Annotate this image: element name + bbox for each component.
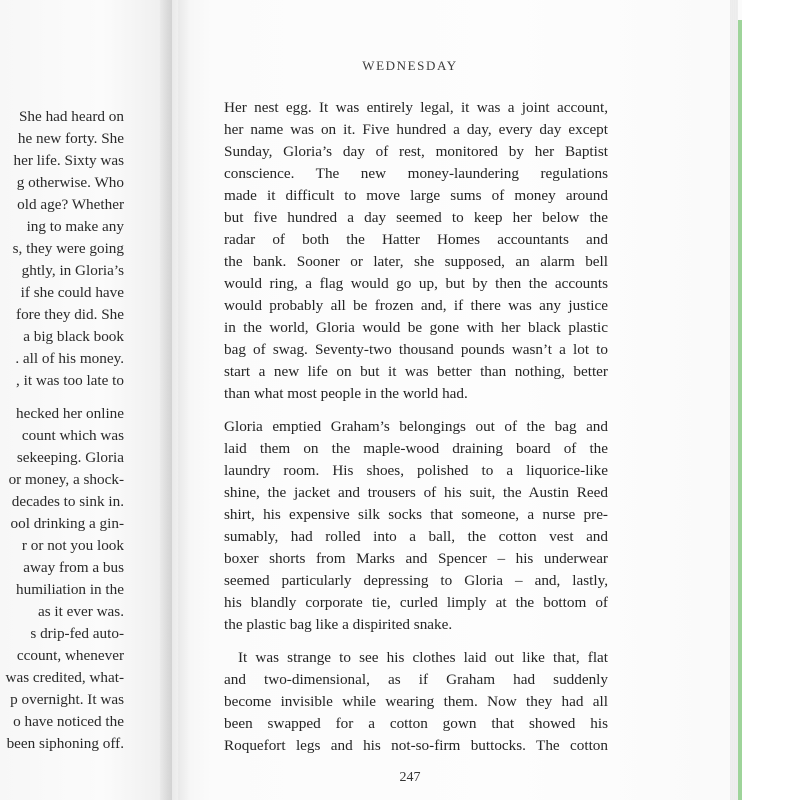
body-line: made it difficult to move large sums of money around: [224, 187, 608, 204]
left-page-line: . all of his money.: [15, 350, 124, 367]
body-line: start a new life on but it was better than nothing, better: [224, 363, 608, 380]
body-line: the bank. Sooner or later, she supposed, an alarm bell: [224, 253, 608, 270]
body-line: become invisible while wearing them. Now they had all: [224, 693, 608, 710]
left-page-line: She had heard on: [18, 108, 124, 125]
body-line: would ring, a flag would go up, but by then the accounts: [224, 275, 608, 292]
left-page-line: g otherwise. Who: [16, 174, 124, 191]
body-line: It was strange to see his clothes laid out like that, flat: [238, 649, 608, 666]
left-page-line: as it ever was.: [37, 603, 124, 620]
body-line: Sunday, Gloria’s day of rest, monitored by her Baptist: [224, 143, 608, 160]
body-line: sumably, had rolled into a ball, the cotton vest and: [224, 528, 608, 545]
body-line: his blandly corporate tie, curled limply at the bottom of: [224, 594, 608, 611]
body-line: than what most people in the world had.: [224, 385, 468, 402]
body-line: conscience. The new money-laundering regulations: [224, 165, 608, 182]
left-page-line: ccount, whenever: [16, 647, 124, 664]
left-page-line: been siphoning off.: [6, 735, 124, 752]
left-page-line: old age? Whether: [17, 196, 124, 213]
left-page-line: count which was: [21, 427, 124, 444]
body-line: laid them on the maple-wood draining board of the: [224, 440, 608, 457]
book-gutter: [160, 0, 190, 800]
left-page-line: s drip-fed auto-: [30, 625, 124, 642]
left-page-line: decades to sink in.: [11, 493, 124, 510]
body-line: would probably all be frozen and, if there was any justice: [224, 297, 608, 314]
left-page-line: hecked her online: [16, 405, 124, 422]
body-line: boxer shorts from Marks and Spencer – his underwear: [224, 550, 608, 567]
left-page-line: if she could have: [20, 284, 124, 301]
left-page-line: sekeeping. Gloria: [16, 449, 124, 466]
left-page-line: or money, a shock-: [8, 471, 124, 488]
body-line: Gloria emptied Graham’s belongings out of the bag and: [224, 418, 608, 435]
body-line: but five hundred a day seemed to keep her below the: [224, 209, 608, 226]
body-line: Roquefort legs and his not-so-firm buttocks. The cotton: [224, 737, 608, 754]
left-page-line: o have noticed the: [13, 713, 124, 730]
left-page-line: humiliation in the: [16, 581, 124, 598]
left-page-line: a big black book: [23, 328, 124, 345]
left-page-line: p overnight. It was: [10, 691, 124, 708]
right-page: [178, 0, 730, 800]
body-line: in the world, Gloria would be gone with her black plastic: [224, 319, 608, 336]
body-line: shine, the jacket and trousers of his suit, the Austin Reed: [224, 484, 608, 501]
body-line: laundry room. His shoes, polished to a liquorice-like: [224, 462, 608, 479]
body-line: shirt, his expensive silk socks that someone, a nurse pre-: [224, 506, 608, 523]
running-head: WEDNESDAY: [362, 58, 458, 73]
left-page-line: , it was too late to: [16, 372, 124, 389]
left-page: [0, 0, 172, 800]
left-page-line: away from a bus: [23, 559, 124, 576]
paragraph-gap: [224, 405, 608, 416]
left-page-line: s, they were going: [12, 240, 124, 257]
body-line: Her nest egg. It was entirely legal, it was a joint account,: [224, 99, 608, 116]
left-page-line: he new forty. She: [17, 130, 124, 147]
left-page-text: [6, 106, 125, 755]
body-line: the plastic bag like a dispirited snake.: [224, 616, 453, 633]
paragraph-gap: [6, 392, 125, 403]
left-page-line: was credited, what-: [5, 669, 124, 686]
left-page-line: ing to make any: [26, 218, 124, 235]
page-number: 247: [399, 770, 421, 785]
body-line: been swapped for a cotton gown that showed his: [224, 715, 608, 732]
body-line: and two-dimensional, as if Graham had suddenly: [224, 671, 608, 688]
left-page-line: r or not you look: [21, 537, 124, 554]
right-page-body: [224, 97, 608, 757]
left-page-line: ool drinking a gin-: [10, 515, 124, 532]
left-page-line: ghtly, in Gloria’s: [21, 262, 124, 279]
body-line: radar of both the Hatter Homes accountants and: [224, 231, 608, 248]
left-page-line: fore they did. She: [16, 306, 124, 323]
background: [742, 0, 800, 800]
paragraph-gap: [224, 636, 608, 647]
body-line: bag of swag. Seventy-two thousand pounds wasn’t a lot to: [224, 341, 608, 358]
body-line: her name was on it. Five hundred a day, every day except: [224, 121, 608, 138]
body-line: seemed particularly depressing to Gloria – and, lastly,: [224, 572, 608, 589]
left-page-line: her life. Sixty was: [13, 152, 124, 169]
